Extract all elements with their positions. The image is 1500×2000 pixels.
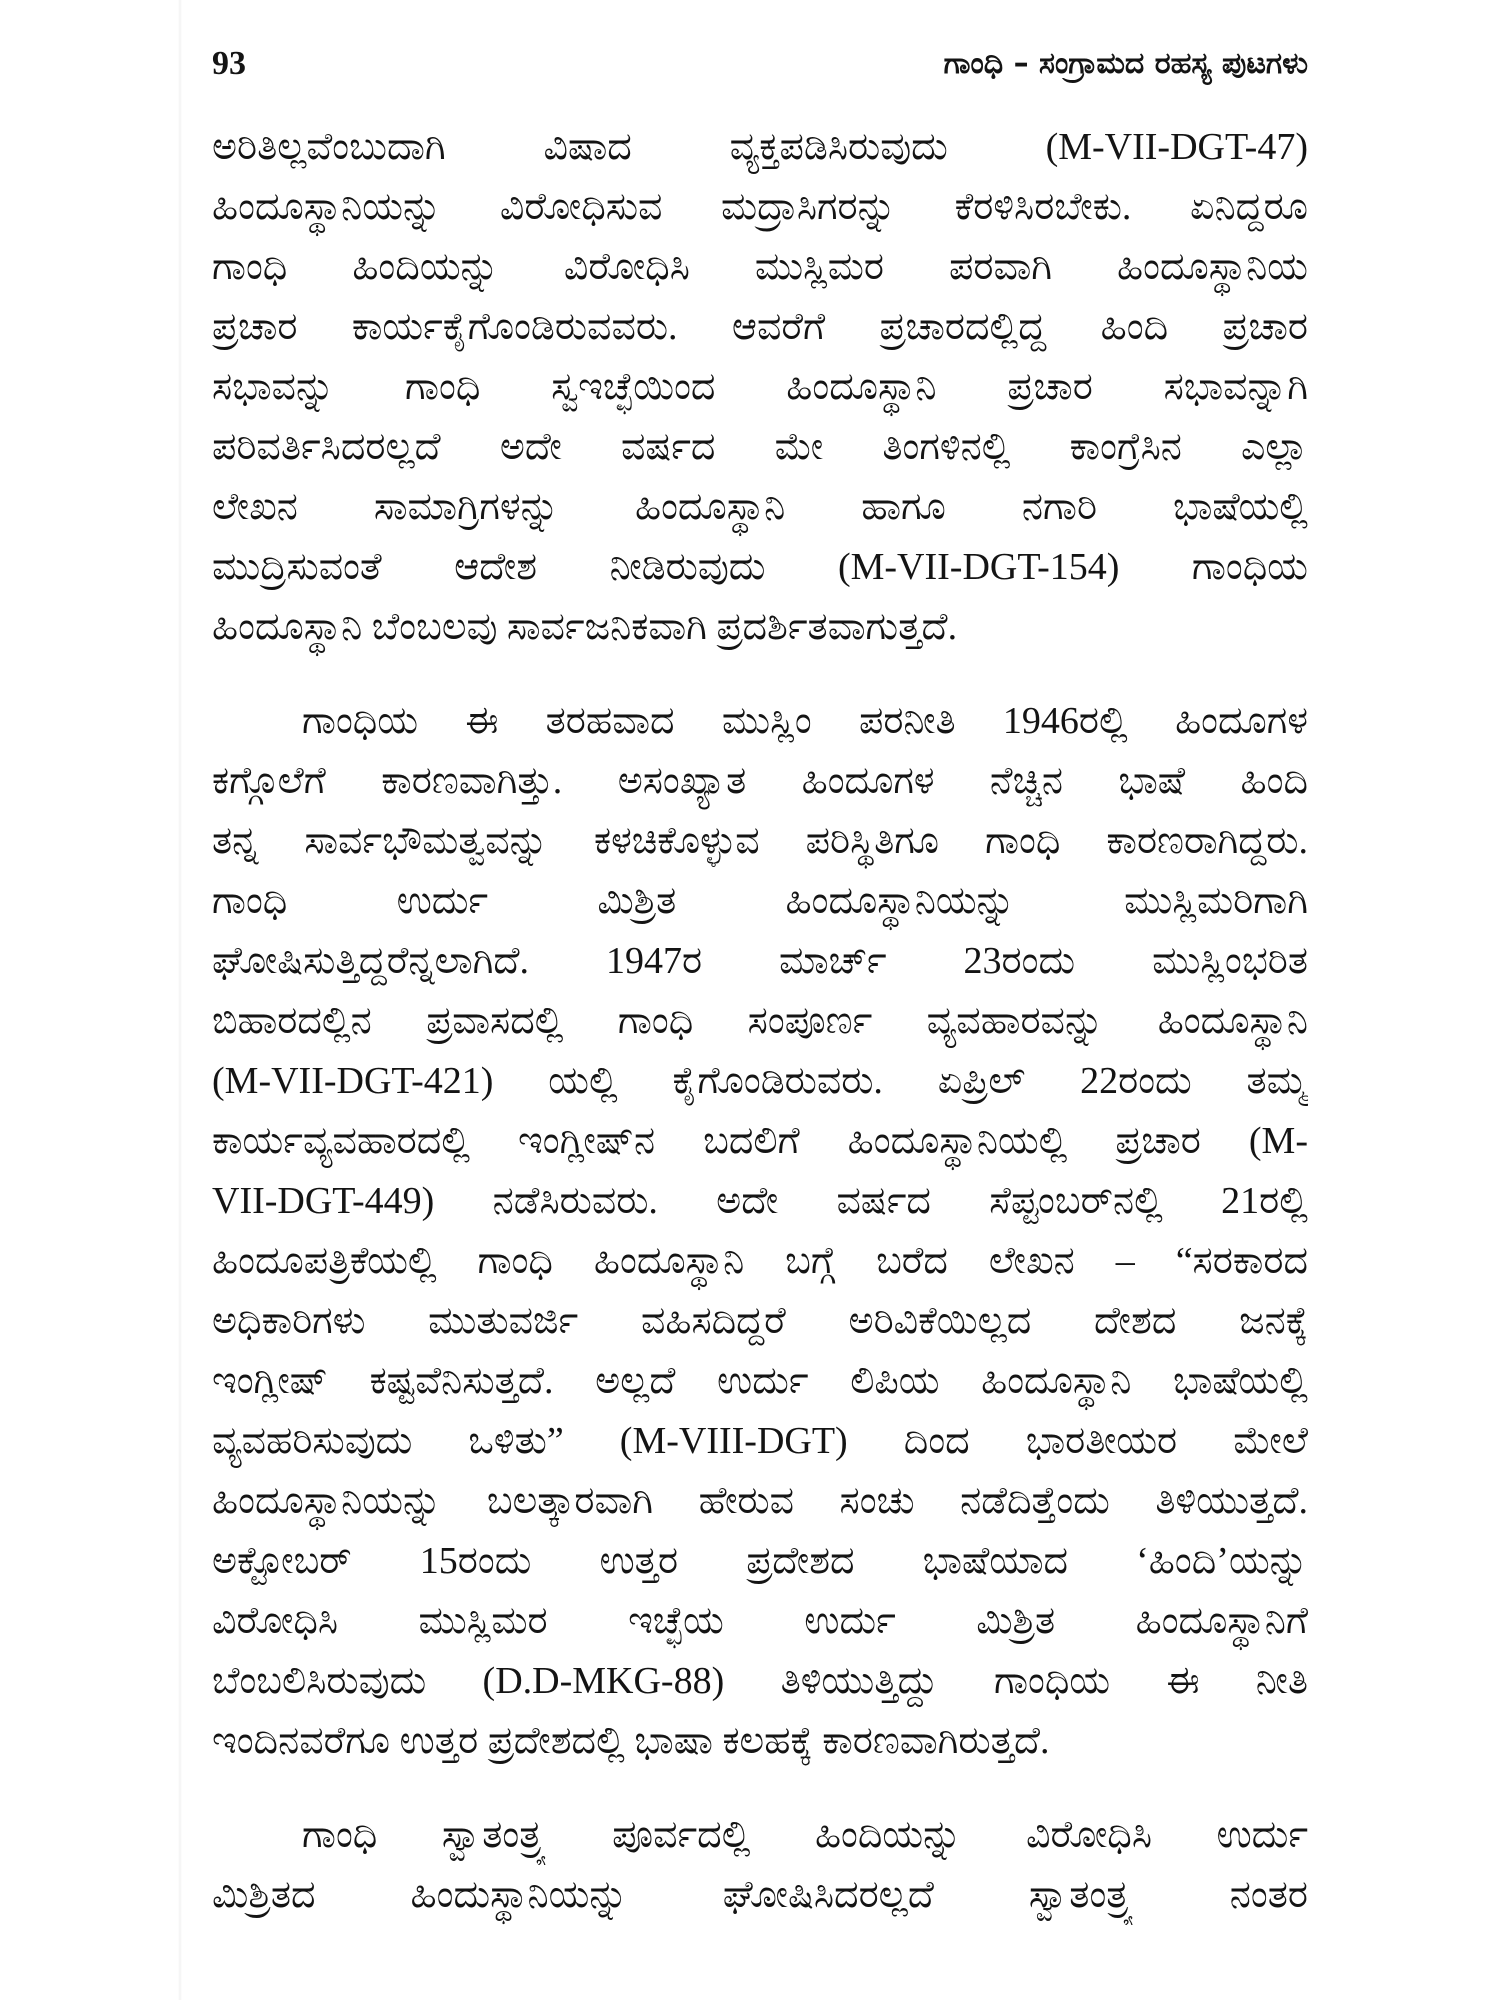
text-line: ಮುದ್ರಿಸುವಂತೆ ಆದೇಶ ನೀಡಿರುವುದು (M-VII-DGT-154) ಗಾಂಧಿಯ <box>212 546 1308 588</box>
text-line: ಪ್ರಚಾರ ಕಾರ್ಯಕೈಗೊಂಡಿರುವವರು. ಆವರೆಗೆ ಪ್ರಚಾರದಲ್ಲಿದ್ದ ಹಿಂದಿ ಪ್ರಚಾರ <box>212 306 1308 348</box>
text-line: ಇಂದಿನವರೆಗೂ ಉತ್ತರ ಪ್ರದೇಶದಲ್ಲಿ ಭಾಷಾ ಕಲಹಕ್ಕೆ ಕಾರಣವಾಗಿರುತ್ತದೆ. <box>212 1720 1050 1762</box>
text-line: ಇಂಗ್ಲೀಷ್ ಕಷ್ಟವೆನಿಸುತ್ತದೆ. ಅಲ್ಲದೆ ಉರ್ದು ಲಿಪಿಯ ಹಿಂದೂಸ್ಥಾನಿ ಭಾಷೆಯಲ್ಲಿ <box>212 1360 1308 1402</box>
paragraph <box>212 691 1308 1771</box>
text-line: (M-VII-DGT-421) ಯಲ್ಲಿ ಕೈಗೊಂಡಿರುವರು. ಏಪ್ರಿಲ್ 22ರಂದು ತಮ್ಮ <box>212 1060 1308 1102</box>
body-text <box>212 117 1308 1925</box>
text-line: ಅಧಿಕಾರಿಗಳು ಮುತುವರ್ಜಿ ವಹಿಸದಿದ್ದರೆ ಅರಿವಿಕೆಯಿಲ್ಲದ ದೇಶದ ಜನಕ್ಕೆ <box>212 1300 1308 1342</box>
text-line: ಗಾಂಧಿ ಉರ್ದು ಮಿಶ್ರಿತ ಹಿಂದೂಸ್ಥಾನಿಯನ್ನು ಮುಸ್ಲಿಮರಿಗಾಗಿ <box>212 880 1308 922</box>
text-line: ವಿರೋಧಿಸಿ ಮುಸ್ಲಿಮರ ಇಚ್ಛೆಯ ಉರ್ದು ಮಿಶ್ರಿತ ಹಿಂದೂಸ್ಥಾನಿಗೆ <box>212 1600 1308 1642</box>
text-line: ಕಗ್ಗೊಲೆಗೆ ಕಾರಣವಾಗಿತ್ತು. ಅಸಂಖ್ಯಾತ ಹಿಂದೂಗಳ ನೆಚ್ಚಿನ ಭಾಷೆ ಹಿಂದಿ <box>212 760 1308 802</box>
page-edge-shadow <box>178 0 182 2000</box>
page-header <box>212 36 1308 92</box>
text-line: ಪರಿವರ್ತಿಸಿದರಲ್ಲದೆ ಅದೇ ವರ್ಷದ ಮೇ ತಿಂಗಳಿನಲ್ಲಿ ಕಾಂಗ್ರೆಸಿನ ಎಲ್ಲಾ <box>212 426 1308 468</box>
text-line: VII-DGT-449) ನಡೆಸಿರುವರು. ಅದೇ ವರ್ಷದ ಸೆಪ್ಟಂಬರ್‌ನಲ್ಲಿ 21ರಲ್ಲಿ <box>212 1180 1308 1222</box>
paragraph <box>212 1805 1308 1925</box>
text-line: ಅರಿತಿಲ್ಲವೆಂಬುದಾಗಿ ವಿಷಾದ ವ್ಯಕ್ತಪಡಿಸಿರುವುದು (M-VII-DGT-47) <box>212 126 1308 168</box>
text-line: ಘೋಷಿಸುತ್ತಿದ್ದರೆನ್ನಲಾಗಿದೆ. 1947ರ ಮಾರ್ಚ್ 23ರಂದು ಮುಸ್ಲಿಂಭರಿತ <box>212 940 1308 982</box>
text-line: ಲೇಖನ ಸಾಮಾಗ್ರಿಗಳನ್ನು ಹಿಂದೂಸ್ಥಾನಿ ಹಾಗೂ ನಗಾರಿ ಭಾಷೆಯಲ್ಲಿ <box>212 486 1308 528</box>
text-line: ಹಿಂದೂಸ್ಥಾನಿಯನ್ನು ಬಲತ್ಕಾರವಾಗಿ ಹೇರುವ ಸಂಚು ನಡೆದಿತ್ತೆಂದು ತಿಳಿಯುತ್ತದೆ. <box>212 1480 1308 1522</box>
text-line: ಹಿಂದೂಪತ್ರಿಕೆಯಲ್ಲಿ ಗಾಂಧಿ ಹಿಂದೂಸ್ಥಾನಿ ಬಗ್ಗೆ ಬರೆದ ಲೇಖನ – “ಸರಕಾರದ <box>212 1240 1308 1282</box>
text-line: ಹಿಂದೂಸ್ಥಾನಿಯನ್ನು ವಿರೋಧಿಸುವ ಮದ್ರಾಸಿಗರನ್ನು ಕೆರಳಿಸಿರಬೇಕು. ಏನಿದ್ದರೂ <box>212 186 1308 228</box>
text-line: ತನ್ನ ಸಾರ್ವಭೌಮತ್ವವನ್ನು ಕಳಚಿಕೊಳ್ಳುವ ಪರಿಸ್ಥಿತಿಗೂ ಗಾಂಧಿ ಕಾರಣರಾಗಿದ್ದರು. <box>212 820 1308 862</box>
text-line: ಗಾಂಧಿ ಸ್ವಾತಂತ್ರ್ಯ ಪೂರ್ವದಲ್ಲಿ ಹಿಂದಿಯನ್ನು ವಿರೋಧಿಸಿ ಉರ್ದು <box>302 1814 1308 1856</box>
text-line: ಕಾರ್ಯವ್ಯವಹಾರದಲ್ಲಿ ಇಂಗ್ಲೀಷ್‌ನ ಬದಲಿಗೆ ಹಿಂದೂಸ್ಥಾನಿಯಲ್ಲಿ ಪ್ರಚಾರ (M- <box>212 1120 1308 1162</box>
paragraph <box>212 117 1308 657</box>
text-line: ಸಭಾವನ್ನು ಗಾಂಧಿ ಸ್ವಇಚ್ಛೆಯಿಂದ ಹಿಂದೂಸ್ಥಾನಿ ಪ್ರಚಾರ ಸಭಾವನ್ನಾಗಿ <box>212 366 1308 408</box>
text-line: ಬಿಹಾರದಲ್ಲಿನ ಪ್ರವಾಸದಲ್ಲಿ ಗಾಂಧಿ ಸಂಪೂರ್ಣ ವ್ಯವಹಾರವನ್ನು ಹಿಂದೂಸ್ಥಾನಿ <box>212 1000 1308 1042</box>
text-line: ಅಕ್ಟೋಬರ್ 15ರಂದು ಉತ್ತರ ಪ್ರದೇಶದ ಭಾಷೆಯಾದ ‘ಹಿಂದಿ’ಯನ್ನು <box>212 1540 1308 1582</box>
text-line: ಗಾಂಧಿ ಹಿಂದಿಯನ್ನು ವಿರೋಧಿಸಿ ಮುಸ್ಲಿಮರ ಪರವಾಗಿ ಹಿಂದೂಸ್ಥಾನಿಯ <box>212 246 1308 288</box>
text-line: ಹಿಂದೂಸ್ಥಾನಿ ಬೆಂಬಲವು ಸಾರ್ವಜನಿಕವಾಗಿ ಪ್ರದರ್ಶಿತವಾಗುತ್ತದೆ. <box>212 606 958 648</box>
text-line: ಗಾಂಧಿಯ ಈ ತರಹವಾದ ಮುಸ್ಲಿಂ ಪರನೀತಿ 1946ರಲ್ಲಿ ಹಿಂದೂಗಳ <box>302 700 1308 742</box>
text-line: ಬೆಂಬಲಿಸಿರುವುದು (D.D-MKG-88) ತಿಳಿಯುತ್ತಿದ್ದು ಗಾಂಧಿಯ ಈ ನೀತಿ <box>212 1660 1308 1702</box>
text-line: ವ್ಯವಹರಿಸುವುದು ಒಳಿತು” (M-VIII-DGT) ದಿಂದ ಭಾರತೀಯರ ಮೇಲೆ <box>212 1420 1308 1462</box>
running-title: ಗಾಂಧಿ – ಸಂಗ್ರಾಮದ ರಹಸ್ಯ ಪುಟಗಳು <box>943 46 1308 81</box>
page-number: 93 <box>212 45 246 82</box>
text-line: ಮಿಶ್ರಿತದ ಹಿಂದುಸ್ಥಾನಿಯನ್ನು ಘೋಷಿಸಿದರಲ್ಲದೆ ಸ್ವಾತಂತ್ರ್ಯ ನಂತರ <box>212 1874 1308 1916</box>
